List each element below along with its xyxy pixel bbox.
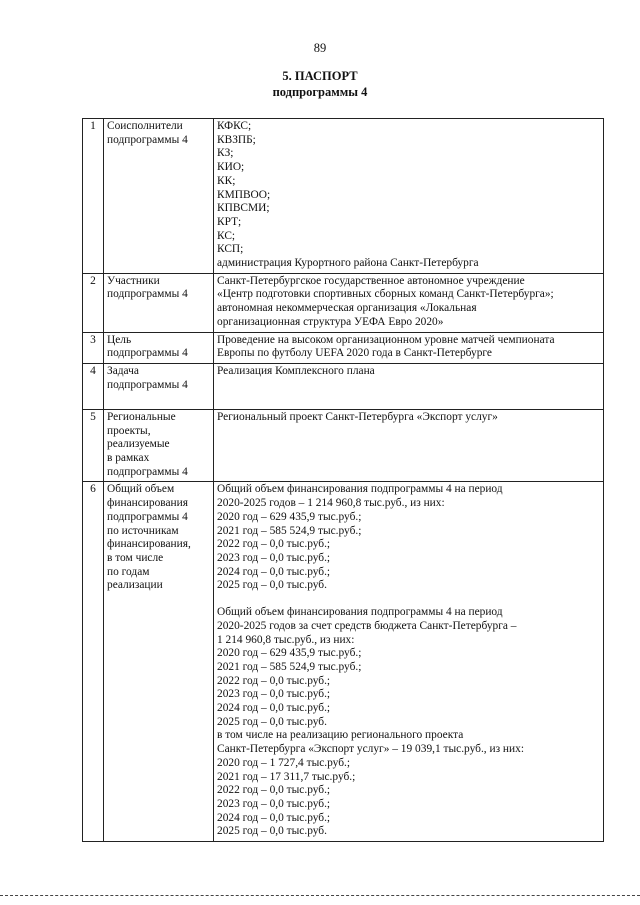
- content-line: 2025 год – 0,0 тыс.руб.: [217, 715, 327, 728]
- label-line: реализации: [107, 579, 163, 592]
- table-row-goal: [83, 332, 604, 363]
- label-line: Соисполнители: [107, 120, 183, 132]
- content-line: КК;: [217, 174, 236, 187]
- table-row-regional-projects: [83, 409, 604, 482]
- row-number: 2: [83, 273, 104, 332]
- label-line: в том числе: [107, 551, 164, 564]
- content-line: Проведение на высоком организационном уровне матчей чемпионата: [217, 333, 555, 346]
- table-row-participants: [83, 273, 604, 332]
- label-line: проекты,: [107, 424, 151, 437]
- content-line: КПВСМИ;: [217, 202, 270, 215]
- title-line-2: подпрограммы 4: [272, 85, 368, 99]
- bottom-scan-edge: [0, 895, 640, 897]
- content-line: 2020 год – 1 727,4 тыс.руб.;: [217, 756, 351, 769]
- row-content: [214, 273, 604, 332]
- content-line: Общий объем финансирования подпрограммы 4 на период: [217, 483, 503, 496]
- content-line: 2021 год – 17 311,7 тыс.руб.;: [217, 770, 356, 783]
- content-line: 1 214 960,8 тыс.руб., из них:: [217, 633, 355, 646]
- content-line: 2023 год – 0,0 тыс.руб.;: [217, 551, 331, 564]
- row-content: [214, 482, 604, 842]
- paragraph-gap: [217, 593, 600, 606]
- row-number: 4: [83, 363, 104, 409]
- label-line: подпрограммы 4: [107, 378, 188, 391]
- label-line: подпрограммы 4: [107, 510, 188, 523]
- content-line: 2021 год – 585 524,9 тыс.руб.;: [217, 524, 362, 537]
- passport-title: [0, 68, 640, 100]
- content-line: 2023 год – 0,0 тыс.руб.;: [217, 688, 331, 701]
- row-label: [104, 119, 214, 274]
- label-line: финансирования,: [107, 538, 191, 551]
- content-line: в том числе на реализацию регионального проекта: [217, 729, 464, 742]
- label-line: Общий объем: [107, 483, 175, 496]
- label-line: подпрограммы 4: [107, 465, 188, 478]
- content-line: Санкт-Петербурга «Экспорт услуг» – 19 039,1 тыс.руб., из них:: [217, 743, 524, 756]
- table-row-task: [83, 363, 604, 409]
- table-row-financing: [83, 482, 604, 842]
- passport-table: [82, 118, 604, 842]
- table-row-coexecutors: [83, 119, 604, 274]
- content-line: 2023 год – 0,0 тыс.руб.;: [217, 797, 331, 810]
- content-line: Санкт-Петербургское государственное автономное учреждение: [217, 274, 525, 287]
- row-content: [214, 119, 604, 274]
- row-content: [214, 409, 604, 482]
- content-line: 2020-2025 годов – 1 214 960,8 тыс.руб., из них:: [217, 497, 445, 510]
- label-line: по годам: [107, 565, 150, 578]
- page-number: 89: [313, 41, 327, 55]
- content-line: 2025 год – 0,0 тыс.руб.: [217, 579, 327, 592]
- label-line: по источникам: [107, 524, 179, 537]
- content-line: 2020 год – 629 435,9 тыс.руб.;: [217, 647, 362, 660]
- row-number: 5: [83, 409, 104, 482]
- content-line: КИО;: [217, 161, 245, 174]
- row-number: 3: [83, 332, 104, 363]
- label-line: подпрограммы 4: [107, 347, 188, 360]
- label-line: Региональные: [107, 410, 176, 423]
- content-line: 2024 год – 0,0 тыс.руб.;: [217, 702, 331, 715]
- content-line: 2021 год – 585 524,9 тыс.руб.;: [217, 660, 362, 673]
- row-number: 6: [83, 482, 104, 842]
- content-line: 2025 год – 0,0 тыс.руб.: [217, 825, 327, 838]
- content-line: 2024 год – 0,0 тыс.руб.;: [217, 811, 331, 824]
- row-content: [214, 363, 604, 409]
- content-line: 2022 год – 0,0 тыс.руб.;: [217, 784, 331, 797]
- row-number: 1: [83, 119, 104, 274]
- content-line: организационная структура УЕФА Евро 2020»: [217, 315, 444, 328]
- label-line: финансирования: [107, 497, 188, 510]
- content-line: «Центр подготовки спортивных сборных команд Санкт-Петербурга»;: [217, 288, 554, 301]
- label-line: реализуемые: [107, 438, 170, 451]
- row-label: [104, 332, 214, 363]
- content-line: КМПВОО;: [217, 188, 271, 201]
- content-line: 2020-2025 годов за счет средств бюджета Санкт-Петербурга –: [217, 619, 517, 632]
- row-content: [214, 332, 604, 363]
- content-line: Европы по футболу UEFA 2020 года в Санкт-Петербурге: [217, 347, 492, 360]
- label-line: Участники: [107, 274, 160, 287]
- label-line: подпрограммы 4: [107, 288, 188, 301]
- content-line: 2022 год – 0,0 тыс.руб.;: [217, 538, 331, 551]
- content-line: КВЗПБ;: [217, 133, 256, 146]
- content-line: 2020 год – 629 435,9 тыс.руб.;: [217, 510, 362, 523]
- content-line: администрация Курортного района Санкт-Петербурга: [217, 257, 479, 270]
- content-line: КС;: [217, 229, 236, 242]
- label-line: подпрограммы 4: [107, 133, 188, 146]
- row-label: [104, 409, 214, 482]
- label-line: Задача: [107, 364, 139, 377]
- content-line: КСП;: [217, 243, 244, 256]
- content-line: Реализация Комплексного плана: [217, 364, 375, 377]
- content-line: КФКС;: [217, 120, 252, 132]
- content-line: 2022 год – 0,0 тыс.руб.;: [217, 674, 331, 687]
- label-line: Цель: [107, 333, 132, 346]
- row-label: [104, 363, 214, 409]
- row-label: [104, 482, 214, 842]
- title-line-1: 5. ПАСПОРТ: [282, 69, 358, 83]
- content-line: 2024 год – 0,0 тыс.руб.;: [217, 565, 331, 578]
- content-line: КЗ;: [217, 147, 234, 160]
- content-line: Общий объем финансирования подпрограммы 4 на период: [217, 606, 503, 619]
- row-label: [104, 273, 214, 332]
- content-line: автономная некоммерческая организация «Локальная: [217, 302, 477, 315]
- label-line: в рамках: [107, 452, 150, 465]
- content-line: Региональный проект Санкт-Петербурга «Экспорт услуг»: [217, 410, 498, 423]
- content-line: КРТ;: [217, 215, 242, 228]
